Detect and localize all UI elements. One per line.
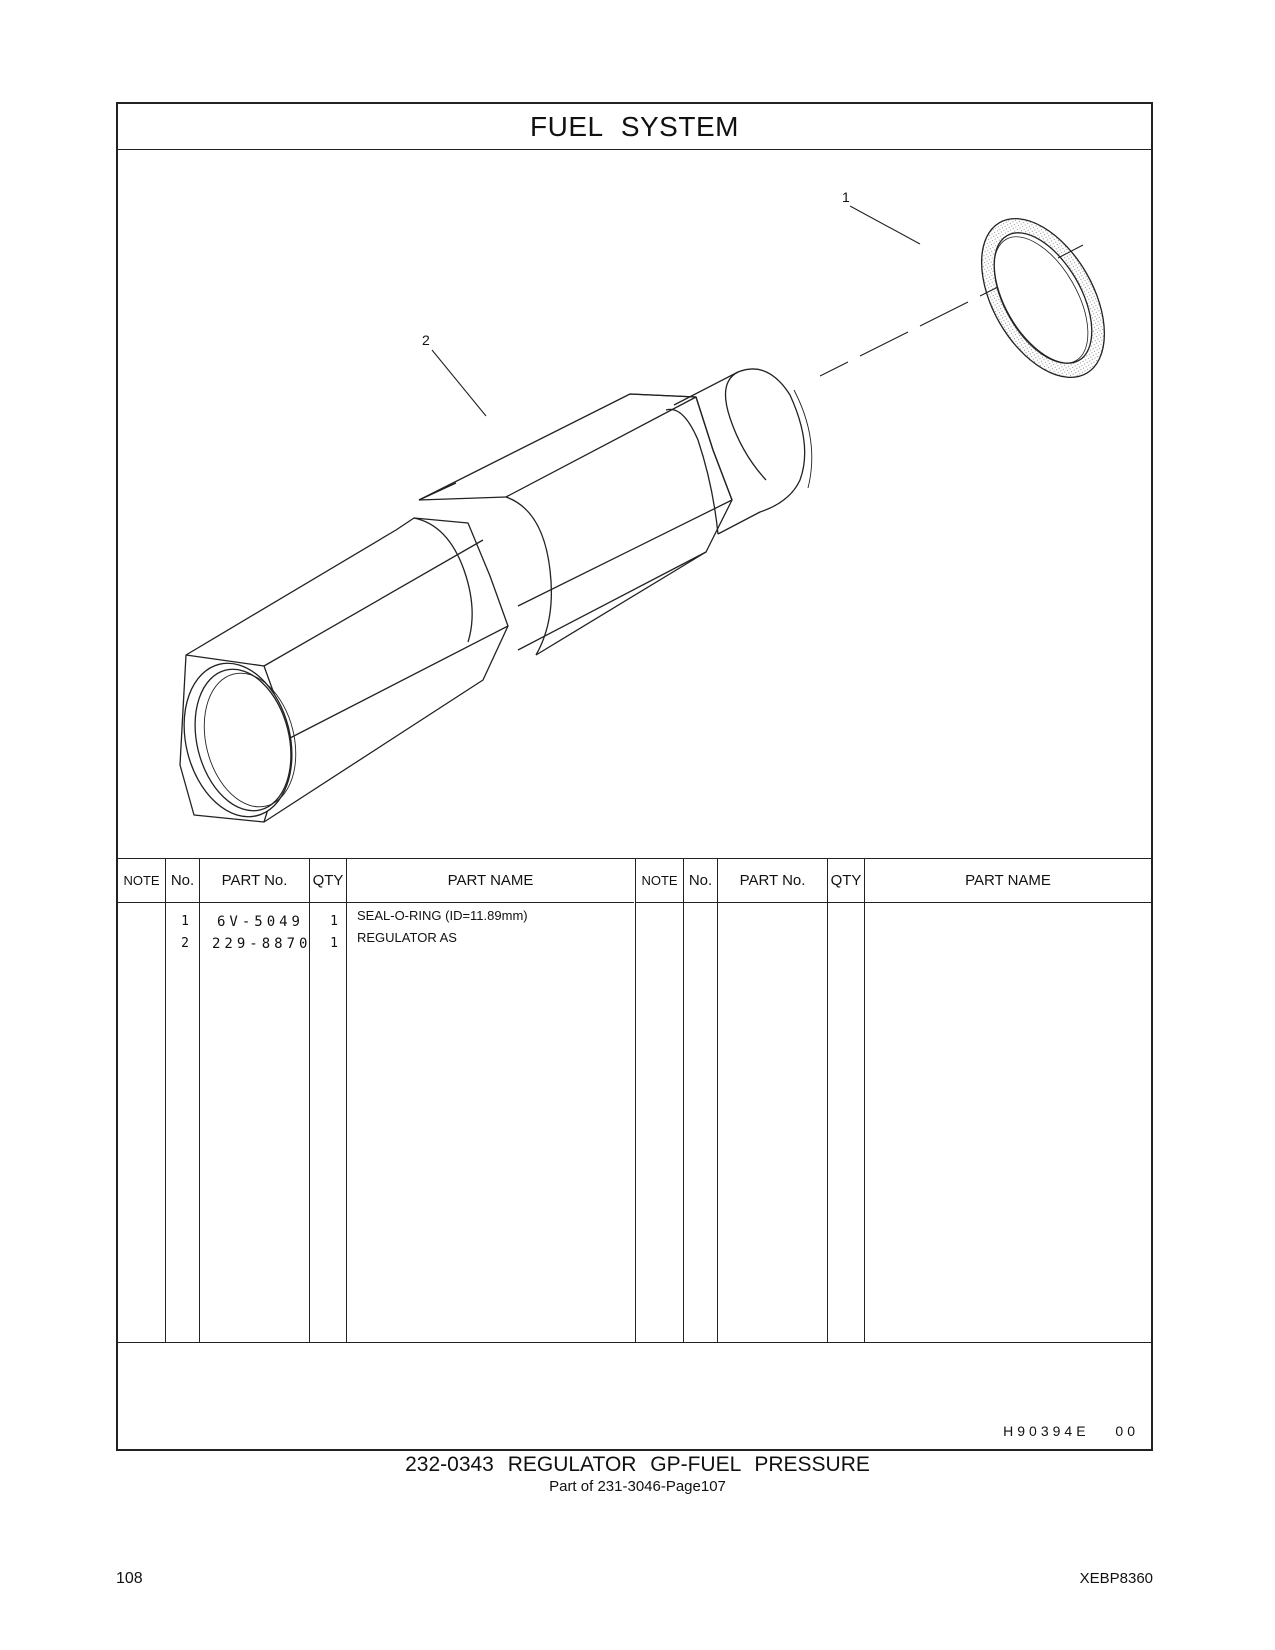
regulator-hex-front bbox=[169, 518, 508, 828]
header-no-right: No. bbox=[684, 859, 717, 903]
group-caption: 232-0343 REGULATOR GP-FUEL PRESSURE bbox=[405, 1453, 870, 1476]
row-2-part-name: REGULATOR AS bbox=[357, 930, 457, 945]
header-part-no-right: PART No. bbox=[718, 859, 827, 903]
row-2-part-no: 229-8870 bbox=[212, 936, 312, 952]
row-1-no: 1 bbox=[181, 914, 189, 929]
col-no-right bbox=[684, 859, 718, 1342]
col-qty bbox=[310, 859, 347, 1342]
col-part-no bbox=[200, 859, 310, 1342]
leader-line-1 bbox=[850, 206, 920, 244]
col-part-name bbox=[347, 859, 634, 1342]
header-no: No. bbox=[166, 859, 199, 903]
col-no bbox=[166, 859, 200, 1342]
parts-table-right bbox=[636, 859, 1151, 1342]
col-note bbox=[118, 859, 166, 1342]
group-reference: Part of 231-3046-Page107 bbox=[549, 1478, 726, 1495]
col-note-right bbox=[636, 859, 684, 1342]
header-part-no: PART No. bbox=[200, 859, 309, 903]
col-part-name-right bbox=[865, 859, 1151, 1342]
header-part-name-right: PART NAME bbox=[865, 859, 1151, 903]
regulator-boss bbox=[666, 369, 812, 534]
row-2-qty: 1 bbox=[330, 936, 338, 951]
exploded-view-drawing bbox=[118, 150, 1151, 858]
header-note-right: NOTE bbox=[636, 859, 683, 903]
header-qty: QTY bbox=[310, 859, 346, 903]
col-qty-right bbox=[828, 859, 865, 1342]
row-1-qty: 1 bbox=[330, 914, 338, 929]
callout-1: 1 bbox=[842, 189, 850, 205]
parts-table-left bbox=[118, 859, 636, 1342]
callout-2: 2 bbox=[422, 332, 430, 348]
row-1-part-name: SEAL-O-RING (ID=11.89mm) bbox=[357, 908, 528, 923]
parts-table bbox=[118, 858, 1151, 1343]
regulator-illustration bbox=[118, 150, 1151, 858]
header-part-name: PART NAME bbox=[347, 859, 634, 903]
leader-line-2 bbox=[432, 350, 486, 416]
header-qty-right: QTY bbox=[828, 859, 864, 903]
col-part-no-right bbox=[718, 859, 828, 1342]
page-title: FUEL SYSTEM bbox=[118, 104, 1151, 150]
page-number: 108 bbox=[116, 1570, 143, 1587]
page-frame bbox=[116, 102, 1153, 1451]
row-2-no: 2 bbox=[181, 936, 189, 951]
row-1-part-no: 6V-5049 bbox=[216, 914, 304, 930]
document-id: XEBP8360 bbox=[1079, 1570, 1153, 1587]
illustration-code: H90394E 00 bbox=[1003, 1423, 1139, 1439]
o-ring-part bbox=[956, 198, 1130, 399]
regulator-hex-rear bbox=[419, 394, 732, 655]
header-note: NOTE bbox=[118, 859, 165, 903]
